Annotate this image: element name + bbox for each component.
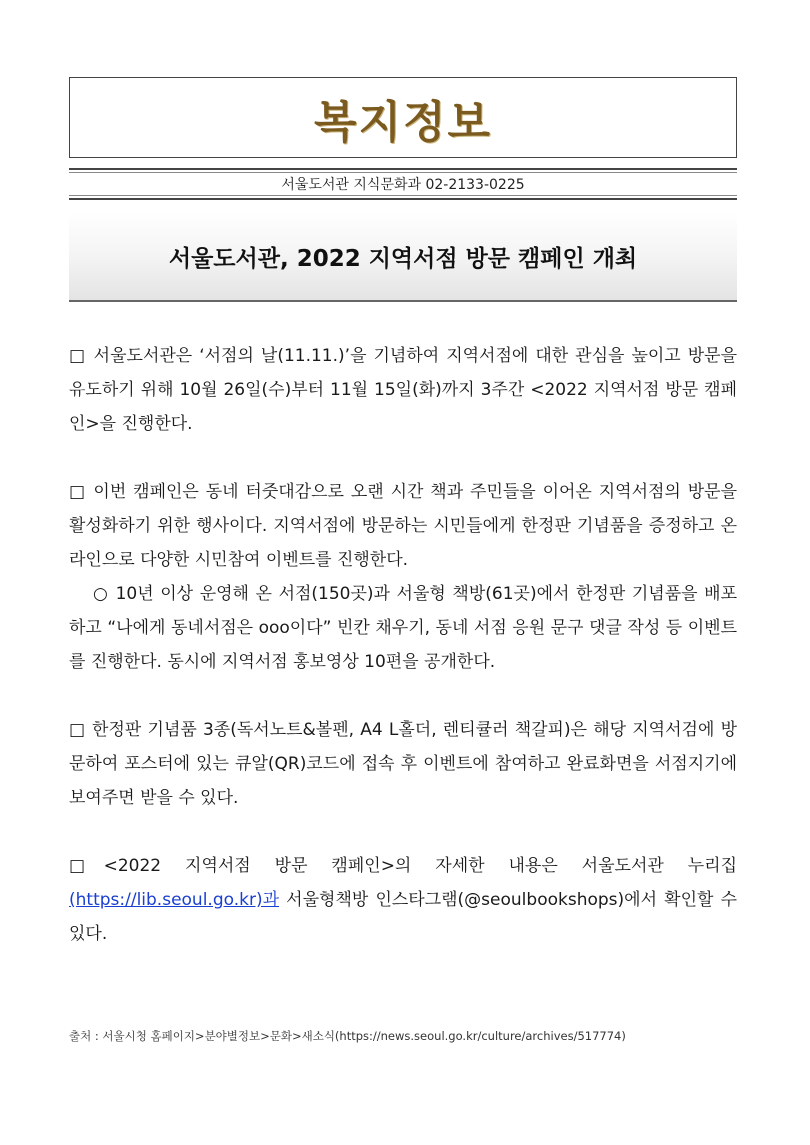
article-headline: 서울도서관, 2022 지역서점 방문 캠페인 개최 bbox=[168, 245, 638, 272]
source-citation: 출처 : 서울시청 홈페이지>분야별정보>문화>새소식(https://news.seoul.go.kr/culture/archives/517774) bbox=[69, 1029, 626, 1043]
paragraph-2-sub: ○ 10년 이상 운영해 온 서점(150곳)과 서울형 책방(61곳)에서 한정판 기념품을 배포하고 “나에게 동네서점은 ooo이다” 빈칸 채우기, 동네 서점 응원 문구 댓글 작성 등 이벤트를 진행한다. 동시에 지역서점 홍보영상 10편을 공개한다. bbox=[69, 584, 737, 672]
article-body bbox=[69, 339, 737, 985]
paragraph-3: □ 한정판 기념품 3종(독서노트&볼펜, A4 L홀더, 렌티큘러 책갈피)은 해당 지역서검에 방문하여 포스터에 있는 큐알(QR)코드에 접속 후 이벤트에 참여하고 완료화면을 서점지기에 보여주면 받을 수 있다. bbox=[69, 720, 737, 808]
department-contact: 서울도서관 지식문화과 02-2133-0225 bbox=[281, 177, 525, 193]
department-bar bbox=[69, 168, 737, 200]
paragraph-4-suffix: 서울형책방 인스타그램(@seoulbookshops)에서 확인할 수 있다. bbox=[69, 890, 737, 944]
page-title: 복지정보 bbox=[313, 96, 492, 148]
title-box bbox=[69, 77, 737, 158]
paragraph-4-prefix: □<2022 지역서점 방문 캠페인>의 자세한 내용은 서울도서관 누리집 bbox=[69, 856, 737, 876]
library-website-link[interactable]: (https://lib.seoul.go.kr)과 bbox=[69, 890, 280, 910]
paragraph-4 bbox=[69, 849, 737, 951]
paragraph-2: □ 이번 캠페인은 동네 터줏대감으로 오랜 시간 책과 주민들을 이어온 지역서점의 방문을 활성화하기 위한 행사이다. 지역서점에 방문하는 시민들에게 한정판 기념품을 증정하고 온라인으로 다양한 시민참여 이벤트를 진행한다. bbox=[69, 482, 737, 570]
headline-box bbox=[69, 212, 737, 302]
paragraph-1: □ 서울도서관은 ‘서점의 날(11.11.)’을 기념하여 지역서점에 대한 관심을 높이고 방문을 유도하기 위해 10월 26일(수)부터 11월 15일(화)까지 3주간 <2022 지역서점 방문 캠페인>을 진행한다. bbox=[69, 346, 737, 434]
